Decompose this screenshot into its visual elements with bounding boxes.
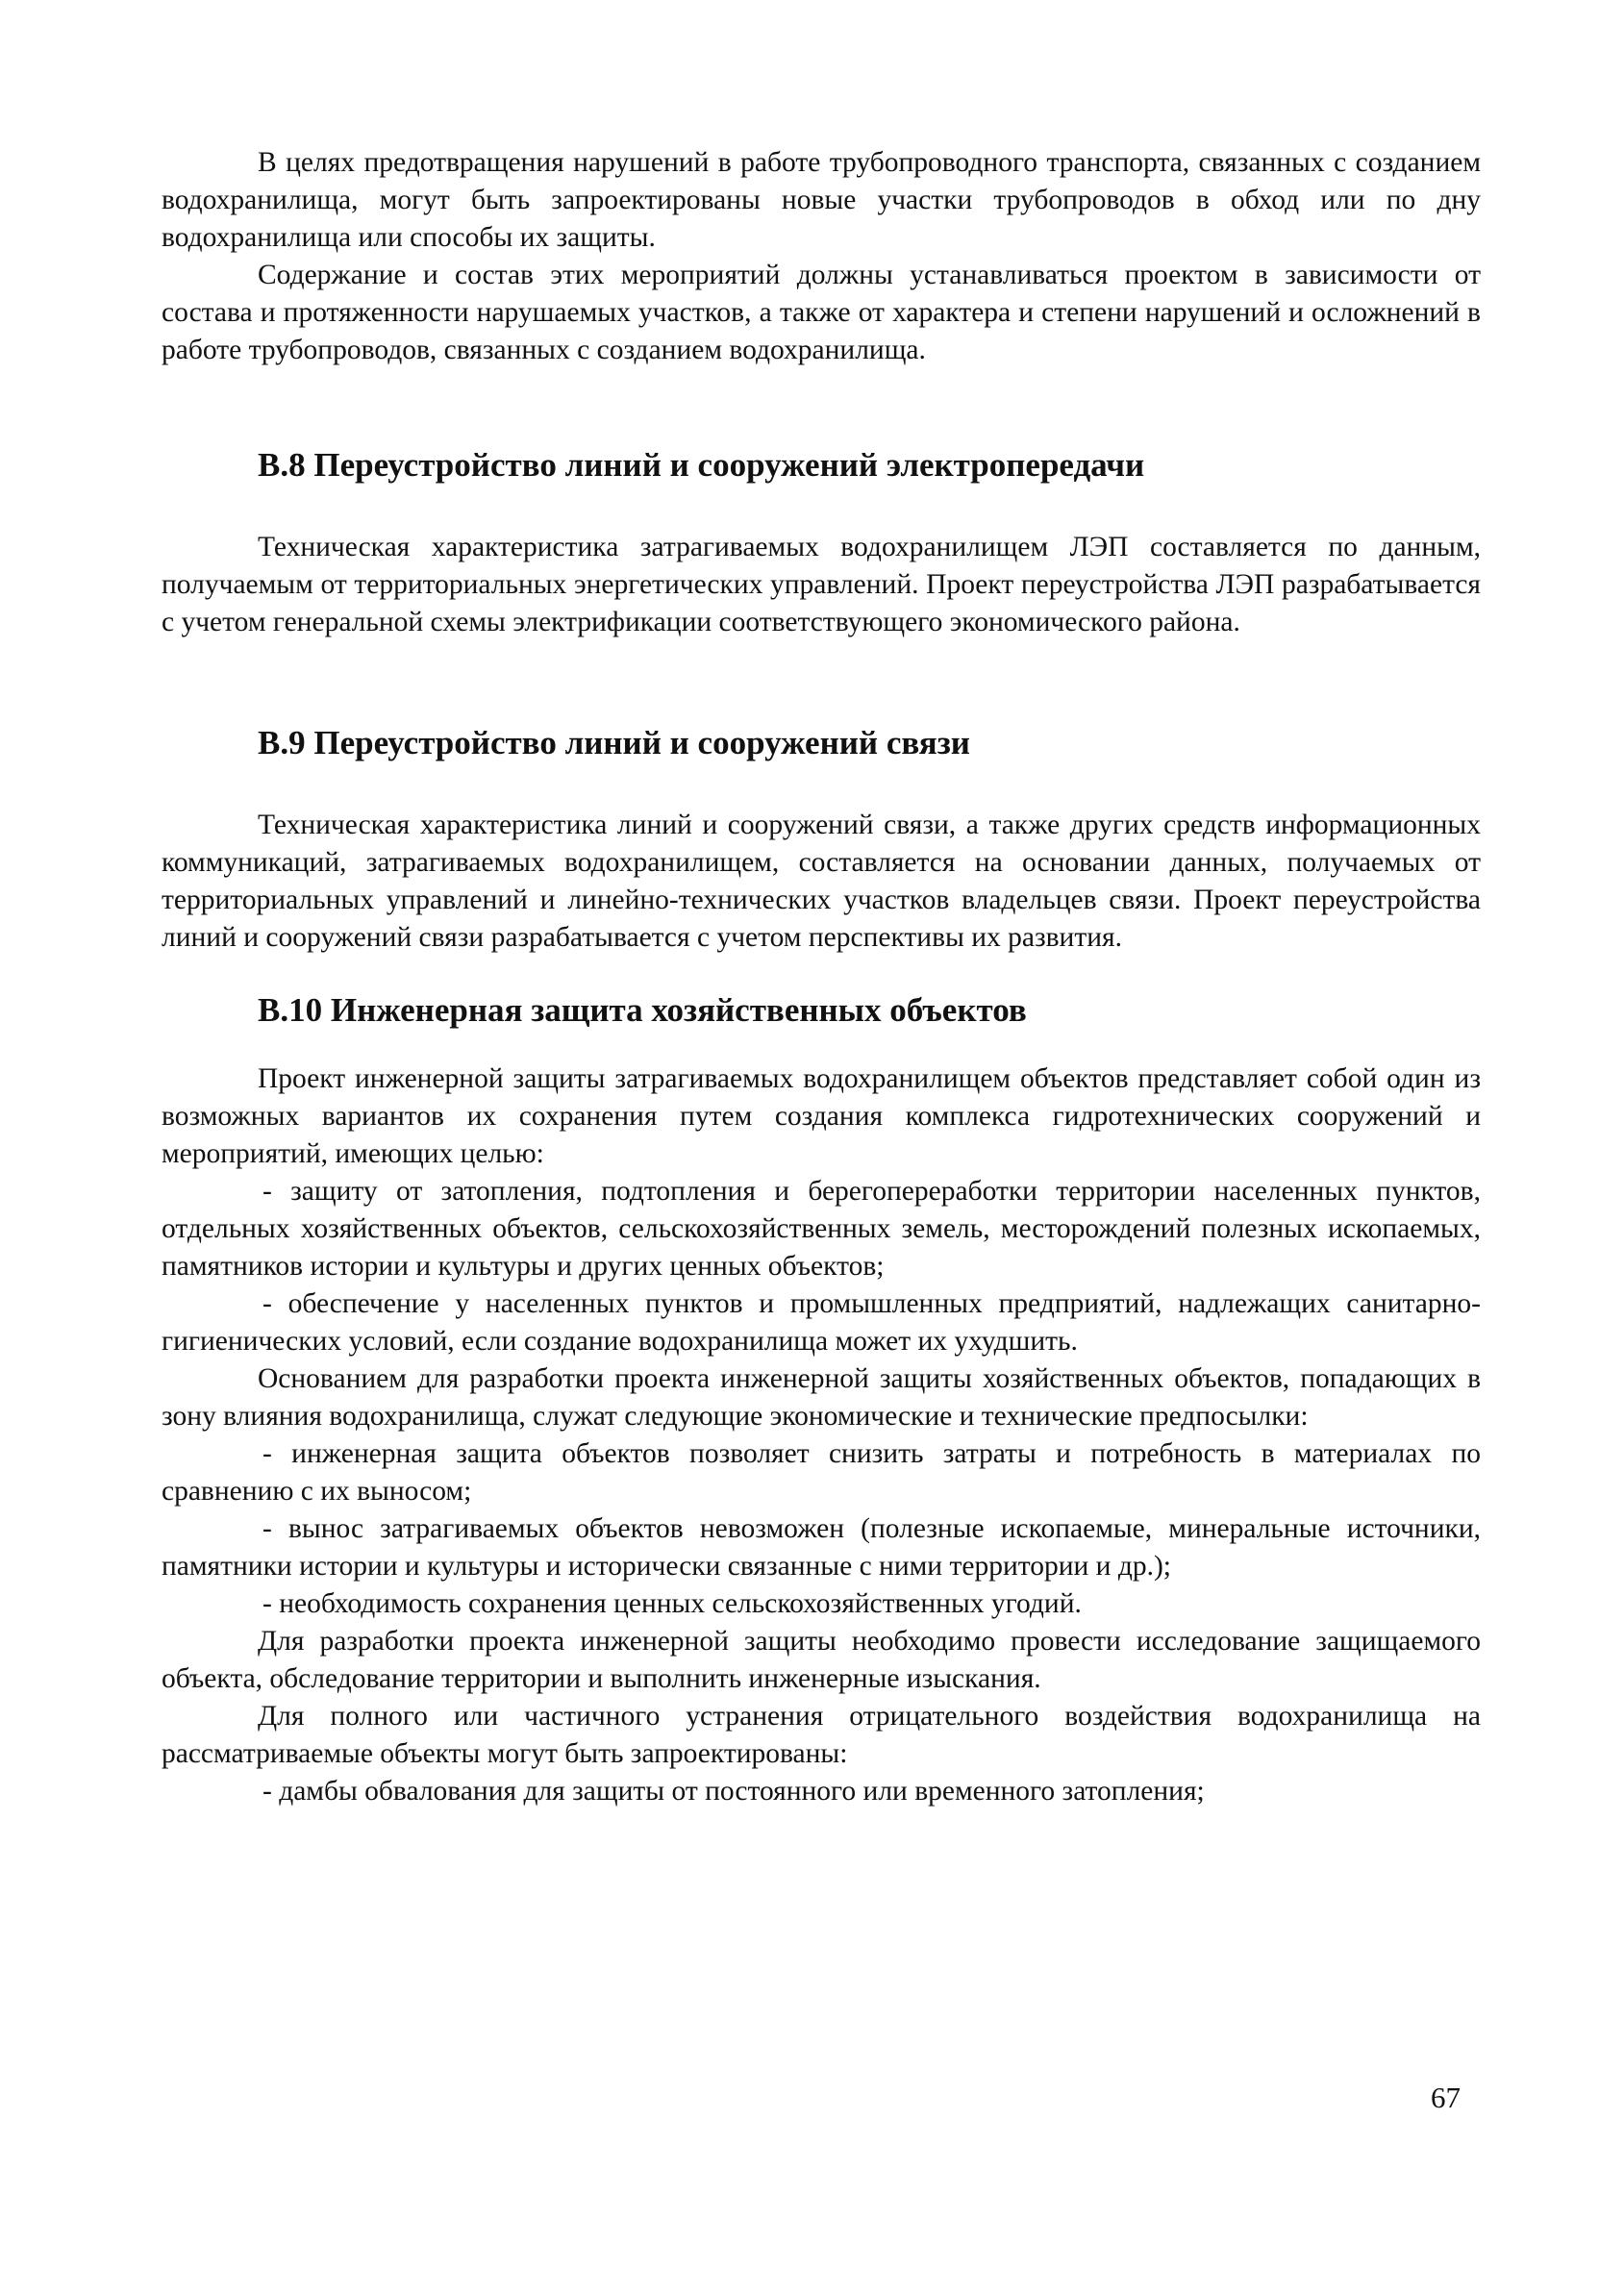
section-b10-heading: В.10 Инженерная защита хозяйственных объектов: [258, 991, 1027, 1029]
section-b10-paragraph-1: Проект инженерной защиты затрагиваемых водохранилищем объектов представляет собой один из возможных вариантов их сохранения путем создания комплекса гидротехнических сооружений и мероприятий, имеющих целью:: [162, 1063, 1481, 1169]
list-item-sanitary: - обеспечение у населенных пунктов и промышленных предприятий, надлежащих санитарно-гигиенических условий, если создание водохранилища может их ухудшить.: [162, 1288, 1481, 1357]
list-item-costs: - инженерная защита объектов позволяет снизить затраты и потребность в материалах по сравнению с их выносом;: [162, 1438, 1481, 1507]
section-b8-heading: В.8 Переустройство линий и сооружений электропередачи: [258, 446, 1145, 484]
list-item-protection: - защиту от затопления, подтопления и берегопереработки территории населенных пунктов, отдельных хозяйственных объектов, сельскохозяйственных земель, месторождений полезных ископаемых, памятников истории и культуры и других ценных объектов;: [162, 1176, 1481, 1282]
section-b10-paragraph-3: Для разработки проекта инженерной защиты необходимо провести исследование защищаемого объекта, обследование территории и выполнить инженерные изыскания.: [162, 1626, 1481, 1694]
section-b10-paragraph-2: Основанием для разработки проекта инженерной защиты хозяйственных объектов, попадающих в зону влияния водохранилища, служат следующие экономические и технические предпосылки:: [162, 1363, 1481, 1432]
section-b9-heading: В.9 Переустройство линий и сооружений связи: [258, 724, 970, 761]
section-b10-paragraph-4: Для полного или частичного устранения отрицательного воздействия водохранилища на рассматриваемые объекты могут быть запроектированы:: [162, 1701, 1481, 1769]
section-b8-paragraph: Техническая характеристика затрагиваемых водохранилищем ЛЭП составляется по данным, получаемым от территориальных энергетических управлений. Проект переустройства ЛЭП разрабатывается с учетом генеральной схемы электрификации соответствующего экономического района.: [162, 532, 1481, 637]
intro-paragraph-2: Содержание и состав этих мероприятий должны устанавливаться проектом в зависимости от состава и протяженности нарушаемых участков, а также от характера и степени нарушений и осложнений в работе трубопроводов, связанных с созданием водохранилища.: [162, 260, 1481, 365]
list-item-dams: - дамбы обвалования для защиты от постоянного или временного затопления;: [262, 1776, 1205, 1807]
list-item-relocation: - вынос затрагиваемых объектов невозможен (полезные ископаемые, минеральные источники, памятники истории и культуры и исторически связанные с ними территории и др.);: [162, 1513, 1481, 1582]
list-item-farmland: - необходимость сохранения ценных сельскохозяйственных угодий.: [262, 1588, 1082, 1619]
intro-paragraph-1: В целях предотвращения нарушений в работе трубопроводного транспорта, связанных с созданием водохранилища, могут быть запроектированы новые участки трубопроводов в обход или по дну водохранилища или способы их защиты.: [162, 147, 1481, 253]
section-b9-paragraph: Техническая характеристика линий и сооружений связи, а также других средств информационных коммуникаций, затрагиваемых водохранилищем, составляется на основании данных, получаемых от территориальных управлений и линейно-технических участков владельцев связи. Проект переустройства линий и сооружений связи разрабатывается с учетом перспективы их развития.: [162, 810, 1481, 953]
document-page: [162, 144, 1481, 1810]
page-number: 67: [1431, 2081, 1461, 2114]
